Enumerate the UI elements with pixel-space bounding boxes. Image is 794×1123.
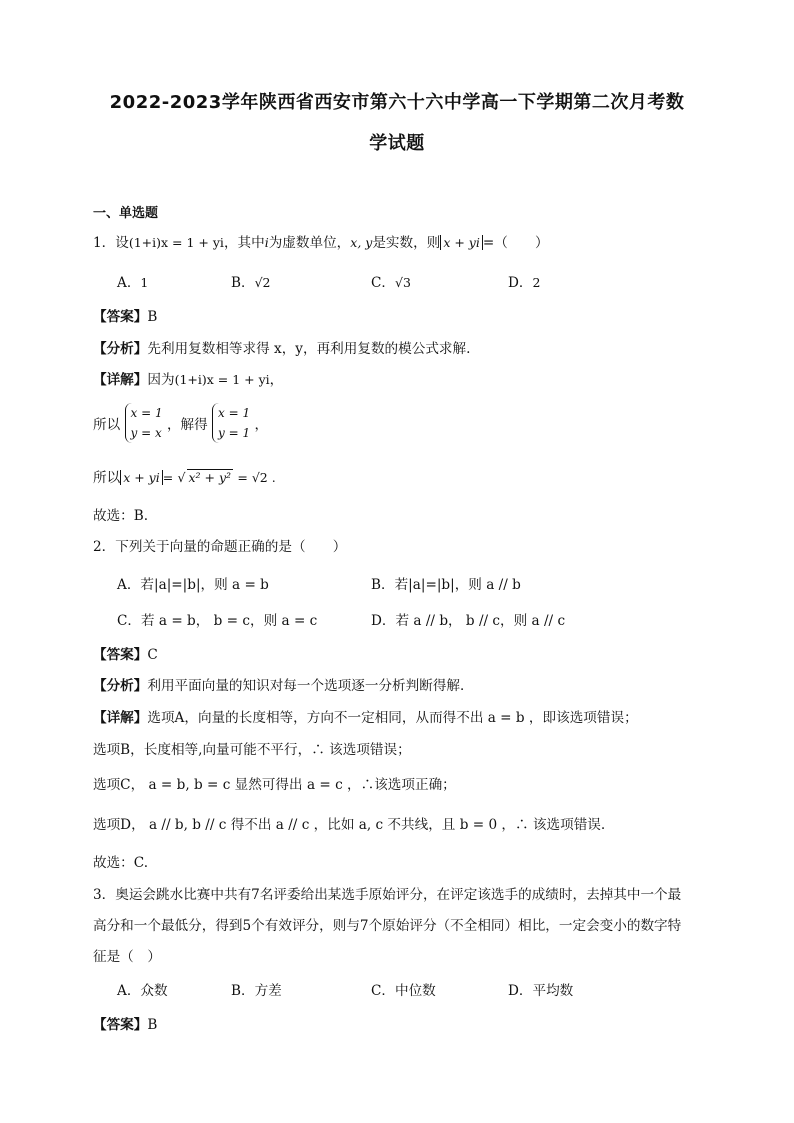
q3-option-b: B．方差 (231, 983, 282, 999)
q1-option-d: D．2 (508, 275, 541, 291)
q3-answer: 【答案】B (93, 1017, 158, 1033)
q1-detail-3: 所以 x + yi = √ x² + y² = √2 . (93, 470, 276, 486)
q2-detail-3: 选项C， a = b, b = c 显然可得出 a = c ，∴该选项正确； (93, 777, 456, 793)
q2-analysis: 【分析】利用平面向量的知识对每一个选项逐一分析判断得解． (93, 678, 474, 694)
q1-answer: 【答案】B (93, 309, 158, 325)
q3-stem-3: 征是（ ） (93, 949, 161, 965)
q2-choose: 故选：C. (93, 855, 149, 871)
q1-stem: 1．设(1+i)x = 1 + yi，其中i为虚数单位，x, y是实数，则 x + yi =（ ） (93, 235, 549, 251)
q2-option-c: C．若 a = b， b = c，则 a = c (117, 613, 318, 629)
q1-detail-2: 所以 x = 1 y = x ，解得 x = 1 y = 1 ， (93, 403, 268, 443)
q2-detail-1: 【详解】选项A，向量的长度相等，方向不一定相同，从而得不出 a = b ，即该选项错误； (93, 710, 638, 726)
q3-stem-2: 高分和一个最低分，得到5个有效评分，则与7个原始评分（不全相同）相比，一定会变小的数字特 (93, 918, 682, 934)
q2-option-d: D．若 a // b， b // c，则 a // c (371, 613, 566, 629)
q2-option-a: A．若|a|=|b|，则 a = b (117, 577, 269, 593)
q3-option-c: C．中位数 (371, 983, 436, 999)
q3-option-d: D．平均数 (508, 983, 574, 999)
q3-option-a: A．众数 (117, 983, 168, 999)
q1-choose: 故选：B. (93, 508, 149, 524)
q1-option-a: A．1 (117, 275, 149, 291)
q2-detail-2: 选项B，长度相等,向量可能不平行，∴ 该选项错误； (93, 742, 411, 758)
q2-detail-4: 选项D， a // b, b // c 得不出 a // c ，比如 a, c 不共线，且 b = 0 ，∴ 该选项错误. (93, 817, 606, 833)
q2-answer: 【答案】C (93, 647, 158, 663)
document-title-line1: 2022-2023学年陕西省西安市第六十六中学高一下学期第二次月考数 (109, 92, 685, 113)
q1-option-b: B．√2 (231, 275, 271, 291)
q1-detail-1: 【详解】因为(1+i)x = 1 + yi， (93, 372, 284, 388)
q2-stem: 2．下列关于向量的命题正确的是（ ） (93, 539, 347, 555)
section-heading: 一、单选题 (93, 206, 159, 221)
q1-analysis: 【分析】先利用复数相等求得 x，y，再利用复数的模公式求解. (93, 341, 471, 357)
q1-option-c: C．√3 (371, 275, 411, 291)
q1-equation: (1+i)x = 1 + yi (128, 235, 224, 250)
equation-system-2: x = 1 y = 1 (212, 403, 250, 443)
equation-system-1: x = 1 y = x (125, 403, 163, 443)
q3-stem-1: 3．奥运会跳水比赛中共有7名评委给出某选手原始评分，在评定该选手的成绩时，去掉其中一个最 (93, 887, 682, 903)
sqrt-expression: x² + y² (188, 470, 232, 485)
document-title-line2: 学试题 (369, 133, 425, 154)
q1-modulus: x + yi (440, 235, 483, 250)
q2-option-b: B．若|a|=|b|，则 a // b (371, 577, 521, 593)
